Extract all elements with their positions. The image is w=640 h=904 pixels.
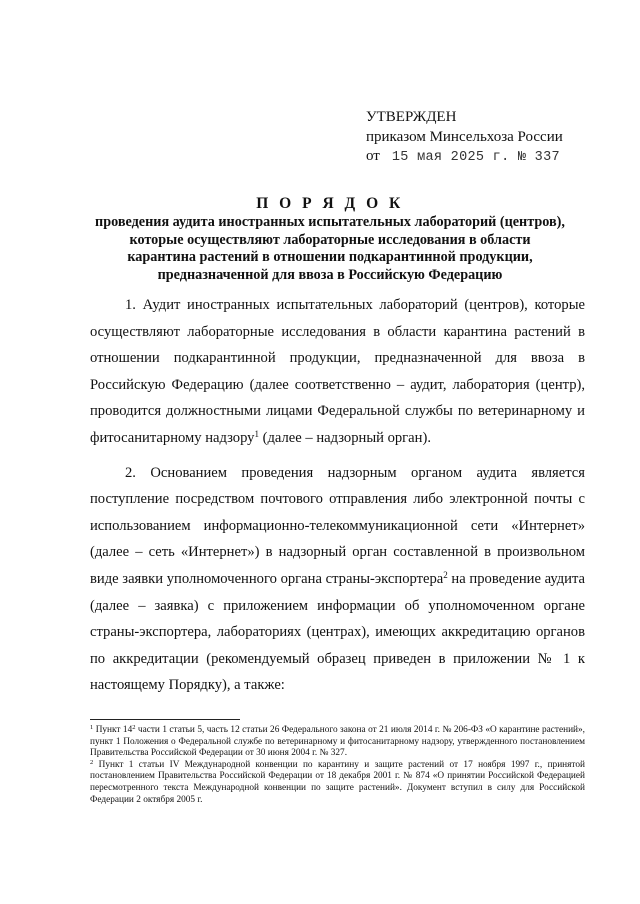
footnote-2 (90, 760, 585, 806)
title-sub-line-4: предназначенной для ввоза в Российскую Федерацию (157, 266, 503, 283)
approval-order-line: приказом Минсельхоза России (366, 128, 563, 145)
approval-date-prefix: от (366, 148, 380, 164)
footnote-1 (90, 725, 585, 760)
document-title (70, 193, 590, 284)
document-body (90, 292, 585, 707)
footnote-1-inner-sup: 2 (132, 724, 136, 731)
footnote-1-text-a: Пункт 14 (93, 725, 133, 735)
approval-date: 15 мая 2025 г. № 337 (391, 150, 560, 165)
footnote-1-text-b: части 1 статьи 5, часть 12 статьи 26 Федерального закона от 21 июля 2014 г. № 206-ФЗ «О карантине растений», пункт 1 Положения о Федеральной службе по ветеринарному и фитосанитарному надзору, утвержденного постановлением Правительства Российской Федерации от 30 июня 2004 г. № 327. (90, 725, 585, 759)
title-sub-line-2: которые осуществляют лабораторные исследования в области (129, 231, 531, 248)
paragraph-1-text-a: 1. Аудит иностранных испытательных лабораторий (центров), которые осуществляют лабораторные исследования в области карантина растений в отношении подкарантинной продукции, предназначенной для ввоза в Российскую Федерацию (далее соответственно – аудит, лаборатория (центр), проводится должностными лицами Федеральной службы по ветеринарному и фитосанитарному надзору (90, 297, 585, 446)
paragraph-2 (90, 460, 585, 699)
title-sub-line-3: карантина растений в отношении подкарантинной продукции, (127, 249, 533, 266)
paragraph-2-text-b: на проведение аудита (далее – заявка) с приложением информации об уполномоченном органе страны-экспортера, лабораториях (центрах), имеющих аккредитацию органов по аккредитации (рекомендуемый образец приведен в приложении № 1 к настоящему Порядку), а также: (90, 570, 586, 694)
paragraph-1-text-b: (далее – надзорный орган). (258, 429, 431, 446)
paragraph-2-text-a: 2. Основанием проведения надзорным органом аудита является поступление посредством почтового отправления либо электронной почты с использованием информационно-телекоммуникационной сети «Интернет» (далее – сеть «Интернет») в надзорный орган составленной в произвольном виде заявки уполномоченного органа страны-экспортера (90, 464, 585, 587)
approval-stamp (366, 108, 563, 168)
footnote-ref-2: 2 (443, 569, 448, 580)
approval-date-line (366, 147, 563, 168)
footnote-ref-1: 1 (254, 428, 259, 439)
title-main: П О Р Я Д О К (256, 195, 404, 212)
footnote-divider (90, 719, 240, 720)
paragraph-1 (90, 292, 585, 452)
approval-title: УТВЕРЖДЕН (366, 109, 457, 125)
footnote-2-text: Пункт 1 статьи IV Международной конвенции по карантину и защите растений от 17 ноября 1997 г., принятой постановлением Правительства Российской Федерации от 18 декабря 2001 г. № 874 «О принятии Российской Федерацией пересмотренного текста Международной конвенции по защите растений». Документ вступил в силу для Российской Федерации 2 октября 2005 г. (90, 759, 585, 805)
footnotes (90, 725, 585, 806)
footnote-1-marker: 1 (90, 724, 94, 731)
footnote-2-marker: 2 (90, 758, 94, 766)
title-sub-line-1: проведения аудита иностранных испытательных лабораторий (центров), (95, 214, 565, 230)
